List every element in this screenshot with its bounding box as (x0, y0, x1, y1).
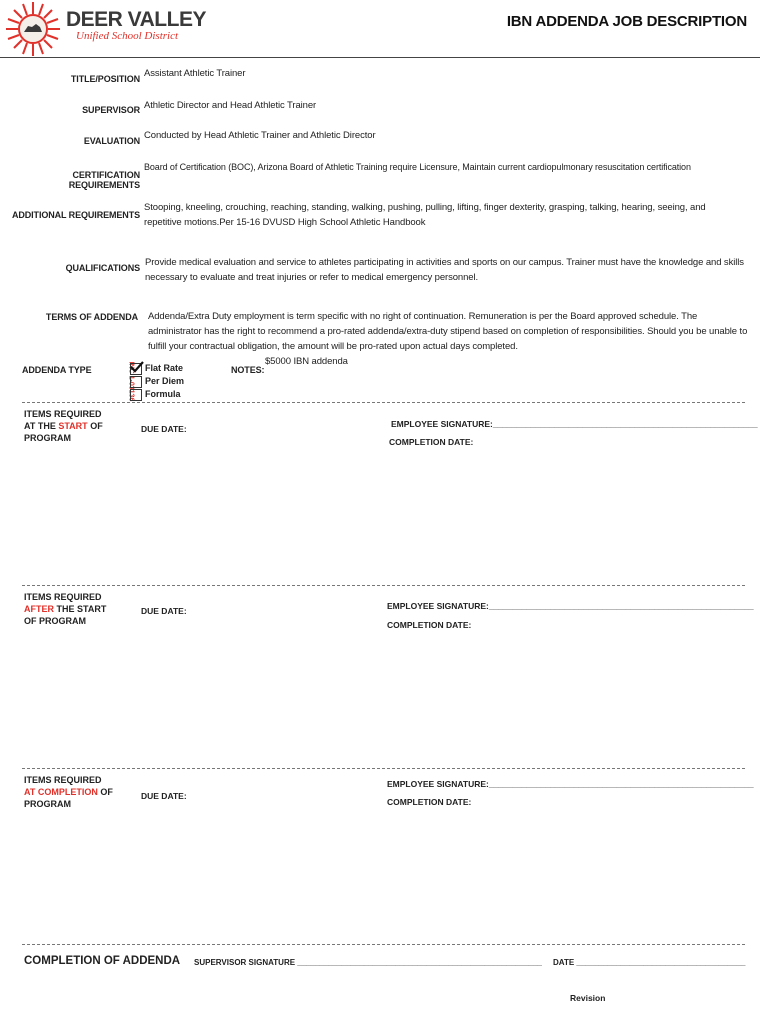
evaluation-label: EVALUATION (83, 136, 140, 146)
vertical-code: INC 1-03136 (127, 361, 135, 402)
section-start-completion-date[interactable]: COMPLETION DATE: (389, 437, 474, 447)
section-after-heading (24, 591, 106, 627)
additional-requirements-value: Stooping, kneeling, crouching, reaching, standing, walking, pushing, pulling, lifting, finger dexterity, grasping, talking, hearing, seeing, and repetitive motions.Per 15-16 DVUSD High School Athletic Handbook (144, 202, 706, 228)
supervisor-label: SUPERVISOR (82, 105, 140, 115)
section-completion-line1: ITEMS REQUIRED (24, 775, 102, 785)
section-after-highlight: AFTER (24, 604, 54, 614)
checkmark-icon (130, 361, 144, 373)
section-start-due-date[interactable]: DUE DATE: (141, 424, 187, 434)
per-diem-label: Per Diem (145, 376, 185, 386)
notes-value: $5000 IBN addenda (265, 356, 348, 367)
option-flat-rate[interactable] (130, 362, 184, 375)
terms-value: Addenda/Extra Duty employment is term specific with no right of continuation. Remuneration is per the Board approved schedule. The administrator has the right to recommend a pro-rated addenda/extra-duty stipend based on completion of responsibilities. Should you be unable to fulfill your contractual obligation, the amount will be pro-rated upon actual days completed. (148, 311, 748, 352)
district-logo (2, 0, 206, 58)
page-title: IBN ADDENDA JOB DESCRIPTION (506, 13, 747, 30)
section-after-due-date[interactable]: DUE DATE: (141, 606, 187, 616)
flat-rate-label: Flat Rate (145, 363, 184, 373)
additional-requirements-label: ADDITIONAL REQUIREMENTS (11, 210, 140, 220)
section-after-line2b: THE START (54, 604, 107, 614)
certification-value: Board of Certification (BOC), Arizona Board of Athletic Training require Licensure, Maintain current cardiopulmonary resuscitation certification (144, 162, 691, 172)
evaluation-value: Conducted by Head Athletic Trainer and Athletic Director (144, 130, 376, 141)
qualifications-value: Provide medical evaluation and service to athletes participating in activities and sports on our campus. Trainer must have the knowledge and skills necessary to evaluate and treat injuries or refer to medical emergency personnel. (145, 257, 744, 283)
per-diem-checkbox[interactable] (130, 376, 142, 388)
option-formula[interactable] (130, 388, 184, 401)
header-rule (0, 57, 760, 58)
revision-label: Revision (570, 993, 606, 1003)
divider (22, 768, 745, 769)
section-completion-completion-date[interactable]: COMPLETION DATE: (387, 797, 472, 807)
supervisor-signature-field[interactable]: SUPERVISOR SIGNATURE _______________________________________________________ (194, 958, 542, 967)
addenda-type-label: ADDENDA TYPE (22, 365, 92, 375)
divider (22, 402, 745, 403)
date-field[interactable]: DATE ______________________________________ (553, 958, 746, 967)
section-start-line1: ITEMS REQUIRED (24, 409, 102, 419)
addenda-type-options (130, 362, 184, 401)
section-after-line1: ITEMS REQUIRED (24, 592, 102, 602)
section-start-heading (24, 408, 103, 444)
supervisor-value: Athletic Director and Head Athletic Trainer (144, 100, 317, 111)
section-start-line3: PROGRAM (24, 433, 71, 443)
section-completion-line3: PROGRAM (24, 799, 71, 809)
logo-subtitle: Unified School District (76, 30, 179, 42)
certification-label: CERTIFICATION REQUIREMENTS (68, 170, 140, 190)
section-completion-line2b: OF (97, 787, 113, 797)
logo-title: DEER VALLEY (66, 8, 206, 31)
section-after-employee-signature[interactable]: EMPLOYEE SIGNATURE:________________________________________________________ (387, 601, 754, 611)
option-per-diem[interactable] (130, 375, 184, 388)
divider (22, 585, 745, 586)
qualifications-label: QUALIFICATIONS (65, 263, 140, 273)
section-after-line3: OF PROGRAM (24, 616, 86, 626)
section-after-completion-date[interactable]: COMPLETION DATE: (387, 620, 472, 630)
section-start-highlight: START (58, 421, 88, 431)
sun-emblem-icon (2, 0, 64, 58)
section-completion-employee-signature[interactable]: EMPLOYEE SIGNATURE:________________________________________________________ (387, 779, 754, 789)
section-start-employee-signature[interactable]: EMPLOYEE SIGNATURE:________________________________________________________ (391, 419, 758, 429)
formula-label: Formula (145, 389, 181, 399)
section-completion-heading (24, 774, 113, 810)
terms-label: TERMS OF ADDENDA (45, 312, 138, 322)
formula-checkbox[interactable] (130, 389, 142, 401)
divider (22, 944, 745, 945)
section-completion-highlight: AT COMPLETION (24, 787, 98, 797)
section-completion-due-date[interactable]: DUE DATE: (141, 791, 187, 801)
title-position-value: Assistant Athletic Trainer (144, 68, 246, 79)
section-start-line2b: OF (87, 421, 103, 431)
section-start-line2a: AT THE (24, 421, 59, 431)
flat-rate-checkbox[interactable] (130, 363, 142, 375)
notes-label: NOTES: (231, 365, 265, 375)
title-position-label: TITLE/POSITION (70, 74, 140, 84)
completion-of-addenda-label: COMPLETION OF ADDENDA (24, 955, 181, 967)
